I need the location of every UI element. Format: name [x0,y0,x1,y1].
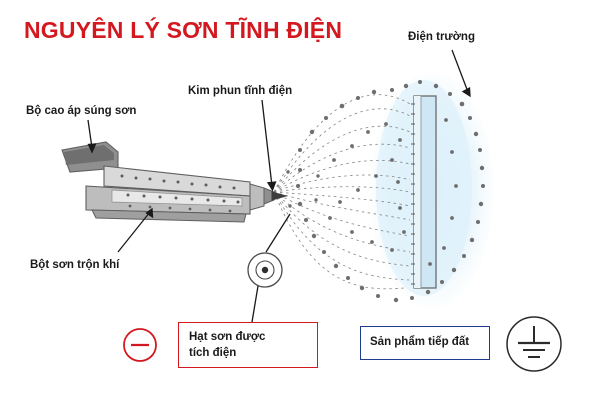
charged-particle-detail [248,253,282,287]
earth-ground-symbol [507,317,561,371]
grounded-product-callout-text: Sản phẩm tiếp đất [370,336,470,348]
spray-gun [62,142,286,222]
charged-particle-callout-text [189,330,265,361]
charged-line-1: Hạt sơn được [189,331,266,343]
label-powder-air-mix: Bột sơn trộn khí [30,259,120,271]
charged-particle-callout-box [178,322,318,368]
negative-charge-symbol [124,329,156,361]
label-electric-field: Điện trường [408,31,475,43]
label-spray-gun: Bộ cao áp súng sơn [26,105,137,117]
grounded-product-panel [411,96,436,288]
grounded-product-callout-box [360,326,490,360]
page-title: NGUYÊN LÝ SƠN TĨNH ĐIỆN [24,17,343,43]
charged-line-2: tích điện [189,346,237,359]
label-electrostatic-needle: Kim phun tĩnh điện [188,85,293,97]
